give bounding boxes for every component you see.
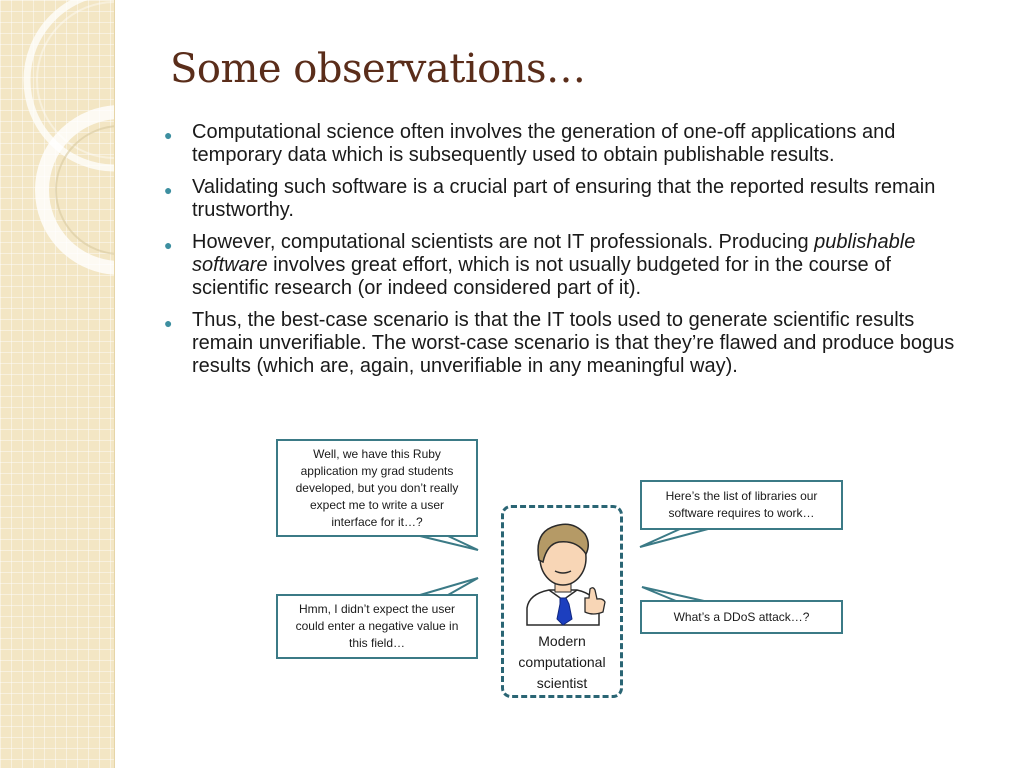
bullet-text-emphasis: publishable software [192, 231, 916, 276]
scientist-label: Modern computational scientist [518, 633, 606, 691]
callout-ruby-app: Well, we have this Ruby application my grad students developed, but you don’t really expect me to write a user interface for it…? [276, 439, 478, 537]
bullet-dot-icon: ● [164, 237, 173, 253]
callout-negative-value: Hmm, I didn’t expect the user could enter a negative value in this field… [276, 594, 478, 659]
scientist-figure-icon [519, 520, 611, 626]
callout-ddos: What’s a DDoS attack…? [640, 600, 843, 634]
bullet-dot-icon: ● [164, 315, 173, 331]
callout-libraries: Here’s the list of libraries our software requires to work… [640, 480, 843, 530]
bullet-text: Validating such software is a crucial part of ensuring that the reported results remain trustworthy. [192, 176, 936, 221]
bullet-text: Computational science often involves the generation of one-off applications and temporary data which is subsequently used to obtain publishable results. [192, 121, 896, 166]
bullet-text-after: involves great effort, which is not usually budgeted for in the course of scientific research (or indeed considered part of it). [192, 254, 891, 299]
bullet-text-before: However, computational scientists are not IT professionals. Producing [192, 231, 815, 253]
bullet-dot-icon: ● [164, 127, 173, 143]
slide-title: Some observations… [170, 46, 586, 92]
bullet-text: Thus, the best-case scenario is that the IT tools used to generate scientific results remain unverifiable. The worst-case scenario is that they’re flawed and produce bogus results (which are, again, unverifiable in any meaningful way). [192, 309, 955, 377]
bullet-dot-icon: ● [164, 182, 173, 198]
